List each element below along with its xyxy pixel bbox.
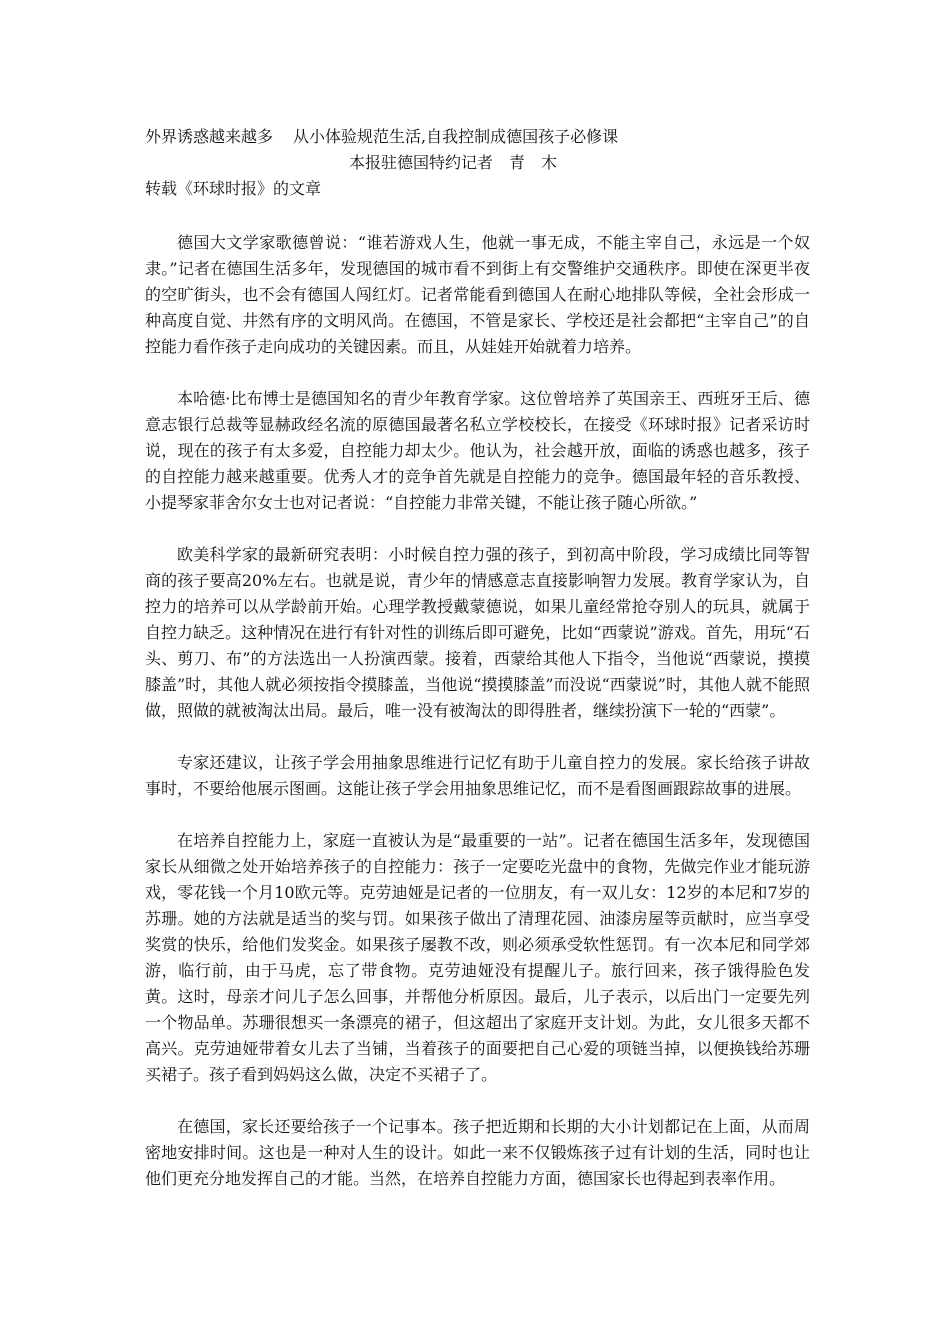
article-title-part2: 从小体验规范生活,自我控制成德国孩子必修课 [293,127,619,146]
paragraph-2: 本哈德·比布博士是德国知名的青少年教育学家。这位曾培养了英国亲王、西班牙王后、德意志银行总裁等显赫政经名流的原德国最著名私立学校校长，在接受《环球时报》记者采访时说，现在的孩子有太多爱，自控能力却太少。他认为，社会越开放，面临的诱惑也越多，孩子的自控能力越来越重要。优秀人才的竞争首先就是自控能力的竞争。德国最年轻的音乐教授、小提琴家菲舍尔女士也对记者说：“自控能力非常关键，不能让孩子随心所欲。” [145,389,810,512]
article-body [145,124,810,1192]
article-byline [145,150,810,176]
article-title [145,124,810,150]
byline-name: 青 木 [509,153,558,172]
article-title-part1: 外界诱惑越来越多 [145,127,274,146]
paragraph-4: 专家还建议，让孩子学会用抽象思维进行记忆有助于儿童自控力的发展。家长给孩子讲故事时，不要给他展示图画。这能让孩子学会用抽象思维记忆，而不是看图画跟踪故事的进展。 [145,753,810,798]
paragraph-1: 德国大文学家歌德曾说：“谁若游戏人生，他就一事无成，不能主宰自己，永远是一个奴隶。”记者在德国生活多年，发现德国的城市看不到街上有交警维护交通秩序。即使在深更半夜的空旷街头，也不会有德国人闯红灯。记者常能看到德国人在耐心地排队等候，全社会形成一种高度自觉、井然有序的文明风尚。在德国，不管是家长、学校还是社会都把“主宰自己”的自控能力看作孩子走向成功的关键因素。而且，从娃娃开始就着力培养。 [145,233,810,356]
byline-org: 本报驻德国特约记者 [349,153,494,172]
paragraph-3: 欧美科学家的最新研究表明：小时候自控力强的孩子，到初高中阶段，学习成绩比同等智商的孩子要高20%左右。也就是说，青少年的情感意志直接影响智力发展。教育学家认为，自控力的培养可以从学龄前开始。心理学教授戴蒙德说，如果儿童经常抢夺别人的玩具，就属于自控力缺乏。这种情况在进行有针对性的训练后即可避免，比如“西蒙说”游戏。首先，用玩“石头、剪刀、布”的方法选出一人扮演西蒙。接着，西蒙给其他人下指令，当他说“西蒙说，摸摸膝盖”时，其他人就必须按指令摸膝盖，当他说“摸摸膝盖”而没说“西蒙说”时，其他人就不能照做，照做的就被淘汰出局。最后，唯一没有被淘汰的即得胜者，继续扮演下一轮的“西蒙”。 [145,545,810,720]
article-source: 转载《环球时报》的文章 [145,179,322,198]
paragraph-6: 在德国，家长还要给孩子一个记事本。孩子把近期和长期的大小计划都记在上面，从而周密地安排时间。这也是一种对人生的设计。如此一来不仅锻炼孩子过有计划的生活，同时也让他们更充分地发挥自己的才能。当然，在培养自控能力方面，德国家长也得起到表率作用。 [145,1117,810,1188]
paragraph-5: 在培养自控能力上，家庭一直被认为是“最重要的一站”。记者在德国生活多年，发现德国家长从细微之处开始培养孩子的自控能力：孩子一定要吃光盘中的食物，先做完作业才能玩游戏，零花钱一个月10欧元等。克劳迪娅是记者的一位朋友，有一双儿女：12岁的本尼和7岁的苏珊。她的方法就是适当的奖与罚。如果孩子做出了清理花园、油漆房屋等贡献时，应当享受奖赏的快乐，给他们发奖金。如果孩子屡教不改，则必须承受软性惩罚。有一次本尼和同学郊游，临行前，由于马虎，忘了带食物。克劳迪娅没有提醒儿子。旅行回来，孩子饿得脸色发黄。这时，母亲才问儿子怎么回事，并帮他分析原因。最后，儿子表示，以后出门一定要先列一个物品单。苏珊很想买一条漂亮的裙子，但这超出了家庭开支计划。为此，女儿很多天都不高兴。克劳迪娅带着女儿去了当铺，当着孩子的面要把自己心爱的项链当掉，以便换钱给苏珊买裙子。孩子看到妈妈这么做，决定不买裙子了。 [145,831,810,1084]
